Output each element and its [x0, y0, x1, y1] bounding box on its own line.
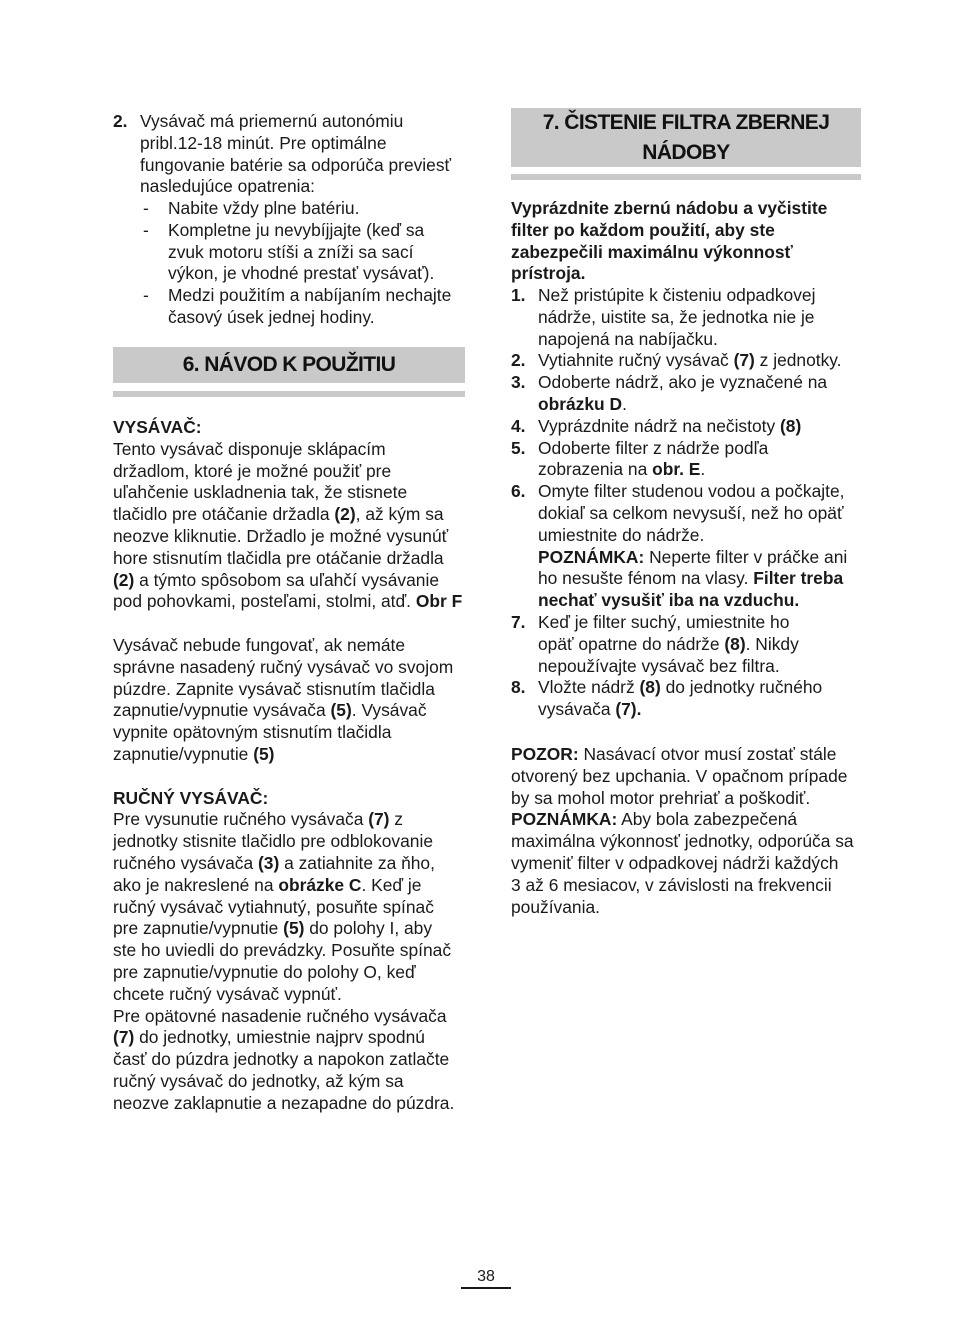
section-7-heading — [511, 108, 861, 167]
text-line: nasledujúce opatrenia: — [140, 176, 316, 197]
item-number: 4. — [511, 415, 526, 436]
text-line: Pre vysunutie ručného vysávača (7) z — [113, 809, 403, 830]
list-item — [113, 111, 465, 198]
text-line: Vytiahnite ručný vysávač (7) z jednotky. — [538, 350, 842, 371]
battery-tips-list — [113, 111, 465, 198]
text-line: púzdre. Zapnite vysávač stisnutím tlačidla — [113, 678, 435, 699]
text-line: POZNÁMKA: Neperte filter v práčke ani — [538, 546, 848, 567]
vysavac-section — [113, 417, 465, 1115]
text-line: (2) a týmto spôsobom sa uľahčí vysávanie — [113, 569, 439, 590]
text-line: - Nabite vždy plne batériu. — [168, 198, 360, 218]
dash-item — [113, 198, 465, 220]
page-number-underline — [461, 1287, 511, 1289]
text-line: fungovanie batérie sa odporúča previesť — [140, 154, 452, 175]
page-number: 38 — [477, 1268, 495, 1285]
section-6-heading — [113, 347, 465, 383]
text-line: Vyprázdnite nádrž na nečistoty (8) — [538, 415, 802, 436]
text-line: zabezpečili maximálnu výkonnosť — [511, 241, 793, 262]
item-number: 1. — [511, 285, 526, 305]
text-line: ste ho uviedli do prevádzky. Posuňte spínač — [113, 940, 452, 961]
text-line: obrázku D. — [538, 393, 627, 414]
text-line: jednotky stisnite tlačidlo pre odblokovanie — [113, 831, 433, 852]
item-number: 6. — [511, 481, 526, 502]
text-line: držadlom, ktoré je možné použiť pre — [113, 460, 392, 481]
rucny-vysavac-heading: RUČNÝ VYSÁVAČ: — [113, 787, 269, 808]
section-7-title — [511, 108, 861, 168]
text-line: Keď je filter suchý, umiestnite ho — [538, 611, 790, 632]
text-line: Tento vysávač disponuje sklápacím — [113, 438, 386, 459]
text-line: ho nesušte fénom na vlasy. Filter treba — [538, 568, 844, 589]
text-line: zobrazenia na obr. E. — [538, 459, 706, 480]
section-7-rule — [511, 174, 861, 180]
text-line: zapnutie/vypnutie vysávača (5). Vysávač — [113, 700, 427, 721]
list-item — [511, 416, 863, 438]
text-line: - Medzi použitím a nabíjaním nechajte — [168, 285, 452, 306]
item-text — [140, 111, 465, 198]
text-line: ručný vysávač vytiahnutý, posuňte spínač — [113, 896, 434, 917]
text-line: - Kompletne ju nevybíjjajte (keď sa — [168, 219, 425, 240]
text-line: (7) do jednotky, umiestnie najprv spodnú — [113, 1027, 425, 1048]
text-line: ako je nakreslené na obrázke C. Keď je — [113, 874, 422, 895]
dash-item — [113, 285, 465, 329]
item-number: 8. — [511, 677, 526, 698]
item-number: 2. — [113, 111, 128, 131]
notes-paragraph — [511, 744, 863, 918]
text-line: Odoberte filter z nádrže podľa — [538, 437, 769, 458]
list-item — [511, 481, 863, 612]
text-line: zvuk motoru stíši a zníži sa sací — [168, 241, 414, 262]
text-line: Vyprázdnite zbernú nádobu a vyčistite — [511, 198, 828, 218]
text-line: otvorený bez upchania. V opačnom prípade — [511, 765, 848, 786]
text-line: pre zapnutie/vypnutie do polohy O, keď — [113, 961, 416, 982]
section-7-title-line: 7. ČISTENIE FILTRA ZBERNEJ — [542, 111, 830, 134]
text-line: uľahčenie uskladnenia tak, že stisnete — [113, 482, 408, 503]
text-line: dokiaľ sa celkom nevysuší, než ho opäť — [538, 502, 844, 523]
text-line: POZNÁMKA: Aby bola zabezpečená — [511, 809, 798, 830]
text-line: napojená na nabíjačku. — [538, 328, 718, 349]
text-line: neozve kliknutie. Držadlo je možné vysunúť — [113, 525, 449, 546]
text-line: Omyte filter studenou vodou a počkajte, — [538, 481, 845, 502]
text-line: vymeniť filter v odpadkovej nádrži každých — [511, 852, 839, 873]
text-line: Odoberte nádrž, ako je vyznačené na — [538, 372, 828, 393]
text-line: nádrže, uistite sa, že jednotka nie je — [538, 306, 815, 327]
list-item — [511, 612, 863, 677]
item-number: 2. — [511, 350, 526, 371]
text-line: umiestnite do nádrže. — [538, 524, 705, 545]
text-line: nepoužívajte vysávač bez filtra. — [538, 655, 780, 676]
item-number: 5. — [511, 437, 526, 458]
section-6-rule — [113, 391, 465, 397]
text-line: Vysávač má priemernú autonómiu — [140, 111, 404, 131]
text-line: opäť opatrne do nádrže (8). Nikdy — [538, 633, 799, 654]
text-line: používania. — [511, 896, 600, 917]
text-line: ručný vysávač do jednotky, až kým sa — [113, 1070, 404, 1091]
section-6-title: 6. NÁVOD K POUŽITIU — [182, 353, 396, 376]
text-line: prístroja. — [511, 263, 586, 284]
text-line: správne nasadený ručný vysávač vo svojom — [113, 656, 454, 677]
text-line: filter po každom použití, aby ste — [511, 219, 775, 240]
text-line: neozve zaklapnutie a nezapadne do púzdra. — [113, 1092, 455, 1113]
text-line: pod pohovkami, posteľami, stolmi, atď. Obr F — [113, 591, 463, 612]
rich-paragraph — [113, 809, 465, 1114]
text-line: Než pristúpite k čisteniu odpadkovej — [538, 285, 816, 305]
text-line: vysávača (7). — [538, 699, 642, 720]
dash-list — [113, 198, 465, 329]
intro-paragraph — [511, 198, 863, 285]
rich-paragraph — [113, 439, 465, 613]
text-line: Vysávač nebude fungovať, ak nemáte — [113, 634, 406, 655]
cleaning-steps-list — [511, 285, 863, 721]
text-line: pre zapnutie/vypnutie (5) do polohy I, aby — [113, 918, 433, 939]
text-line: 3 až 6 mesiacov, v závislosti na frekvencii — [511, 874, 832, 895]
text-line: Vložte nádrž (8) do jednotky ručného — [538, 677, 823, 698]
vysavac-heading: VYSÁVAČ: — [113, 417, 202, 437]
text-line: časť do púzdra jednotky a napokon zatlačte — [113, 1049, 450, 1070]
text-line: výkon, je vhodné prestať vysávať). — [168, 263, 435, 284]
list-item — [511, 677, 863, 721]
item-number: 3. — [511, 372, 526, 393]
rich-paragraph — [113, 635, 465, 766]
text-line: vypnite opätovným stisnutím tlačidla — [113, 722, 392, 743]
text-line: hore stisnutím tlačidla pre otáčanie držadla — [113, 547, 444, 568]
section-7-title-line: NÁDOBY — [642, 141, 730, 164]
list-item — [511, 350, 863, 372]
text-line: ručného vysávača (3) a zatiahnite za ňho, — [113, 852, 435, 873]
text-line: Pre opätovné nasadenie ručného vysávača — [113, 1005, 447, 1026]
text-line: časový úsek jednej hodiny. — [168, 306, 375, 327]
list-item — [511, 372, 863, 416]
list-item — [511, 438, 863, 482]
text-line: chcete ručný vysávač vypnúť. — [113, 983, 342, 1004]
item-number: 7. — [511, 611, 526, 632]
text-line: zapnutie/vypnutie (5) — [113, 743, 275, 764]
dash-item — [113, 220, 465, 285]
text-line: maximálna výkonnosť jednotky, odporúča sa — [511, 831, 854, 852]
text-line: tlačidlo pre otáčanie držadla (2), až kým sa — [113, 504, 444, 525]
list-item — [511, 285, 863, 350]
text-line: by sa mohol motor prehriať a poškodiť. — [511, 787, 811, 808]
text-line: POZOR: Nasávací otvor musí zostať stále — [511, 744, 837, 764]
text-line: pribl.12-18 minút. Pre optimálne — [140, 132, 387, 153]
text-line: nechať vysušiť iba na vzduchu. — [538, 590, 800, 611]
